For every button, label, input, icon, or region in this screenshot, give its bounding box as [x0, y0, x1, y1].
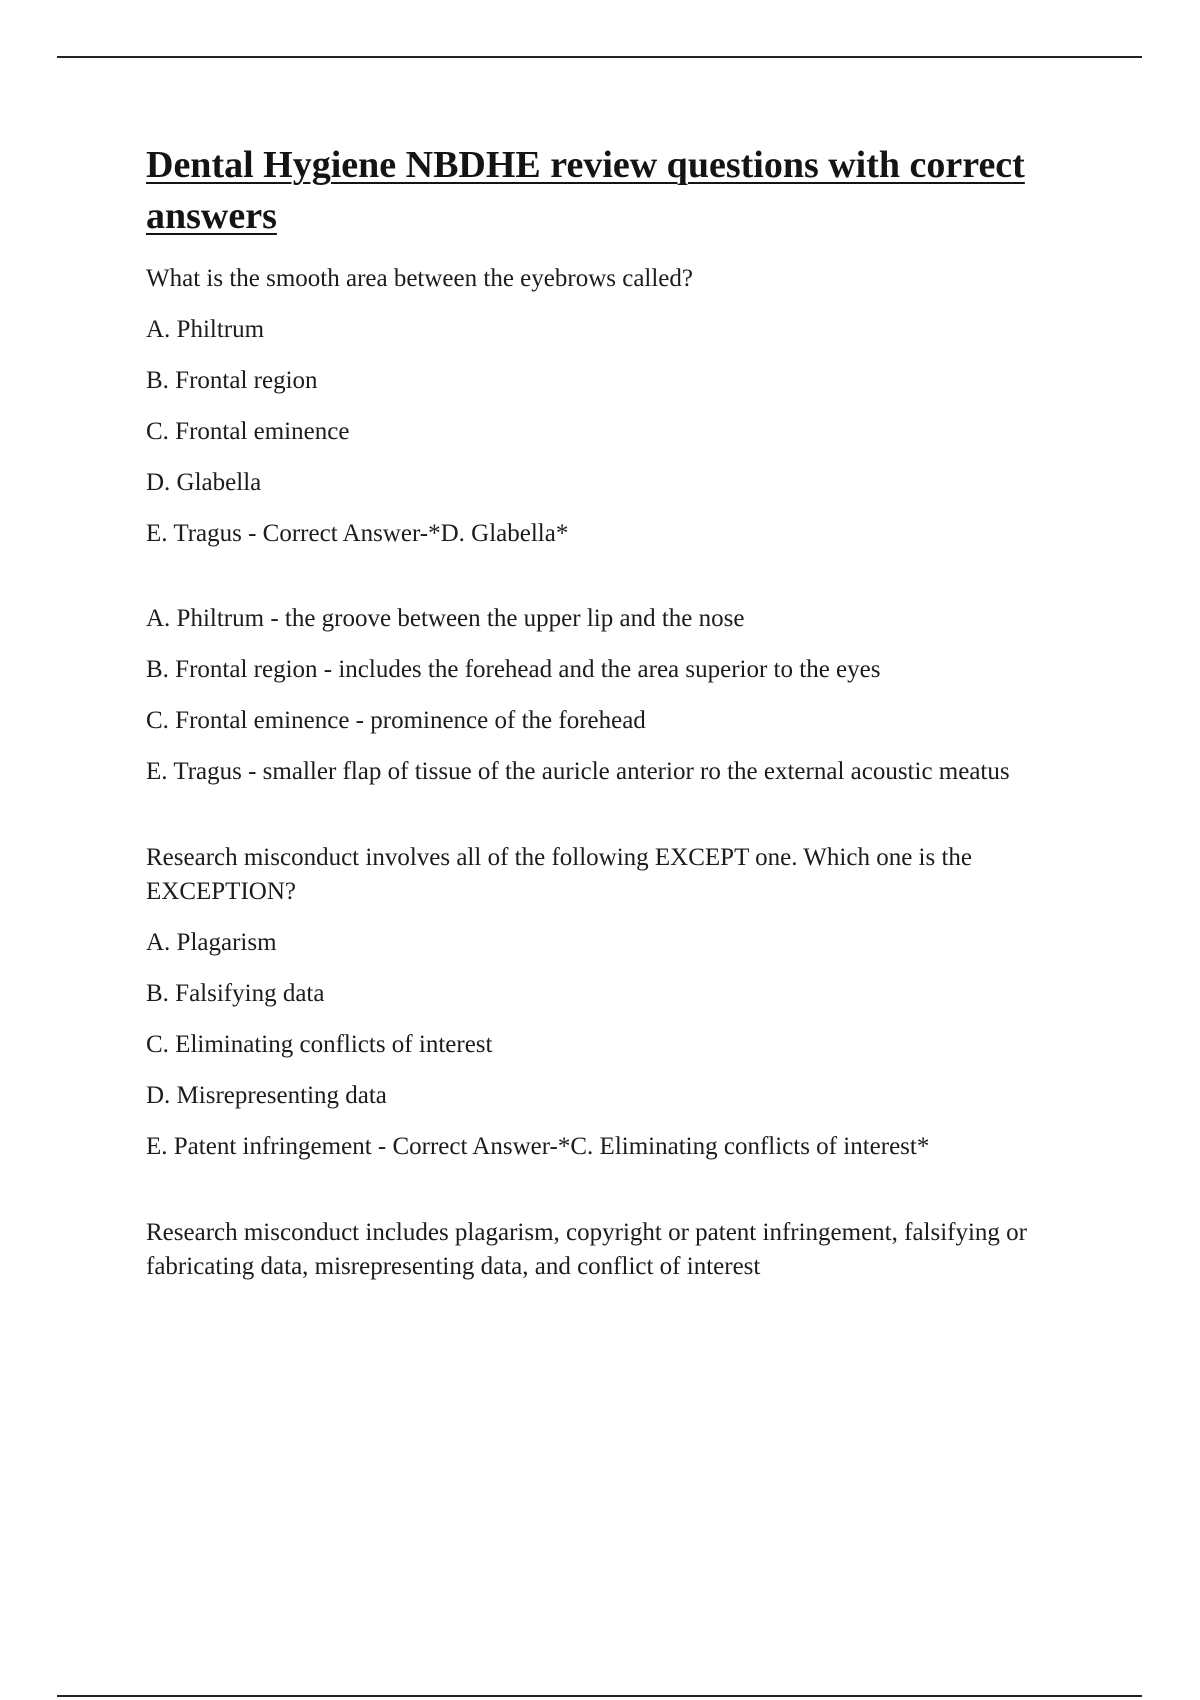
- question-2-option-c: C. Eliminating conflicts of interest: [146, 1031, 493, 1058]
- bottom-rule: [57, 1695, 1142, 1697]
- top-rule: [57, 56, 1142, 58]
- question-1-text: What is the smooth area between the eyebrows called?: [146, 265, 693, 292]
- question-2-text: Research misconduct involves all of the following EXCEPT one. Which one is the EXCEPTION?: [146, 844, 973, 905]
- document-body: [146, 140, 1086, 1284]
- question-2: [146, 841, 1086, 1284]
- question-2-explanation: Research misconduct includes plagarism, copyright or patent infringement, falsifying or fabricating data, misrepresenting data, and conflict of interest: [146, 1219, 1028, 1280]
- question-2-option-d: D. Misrepresenting data: [146, 1082, 387, 1109]
- question-2-option-a: A. Plagarism: [146, 929, 277, 956]
- question-1-option-e-answer: E. Tragus - Correct Answer-*D. Glabella*: [146, 520, 569, 547]
- question-2-option-e-answer: E. Patent infringement - Correct Answer-*C. Eliminating conflicts of interest*: [146, 1133, 930, 1160]
- question-1-explanation-a: A. Philtrum - the groove between the upper lip and the nose: [146, 605, 745, 632]
- question-1-explanation-e: E. Tragus - smaller flap of tissue of the auricle anterior ro the external acoustic meatus: [146, 758, 1010, 785]
- question-1-explanation-b: B. Frontal region - includes the forehead and the area superior to the eyes: [146, 656, 881, 683]
- question-1-option-d: D. Glabella: [146, 469, 262, 496]
- question-1-option-b: B. Frontal region: [146, 367, 318, 394]
- question-1: [146, 262, 1086, 789]
- question-2-option-b: B. Falsifying data: [146, 980, 325, 1007]
- question-1-option-c: C. Frontal eminence: [146, 418, 350, 445]
- question-1-option-a: A. Philtrum: [146, 316, 265, 343]
- question-1-explanation-c: C. Frontal eminence - prominence of the forehead: [146, 707, 646, 734]
- document-title: Dental Hygiene NBDHE review questions with correct answers: [146, 144, 1025, 237]
